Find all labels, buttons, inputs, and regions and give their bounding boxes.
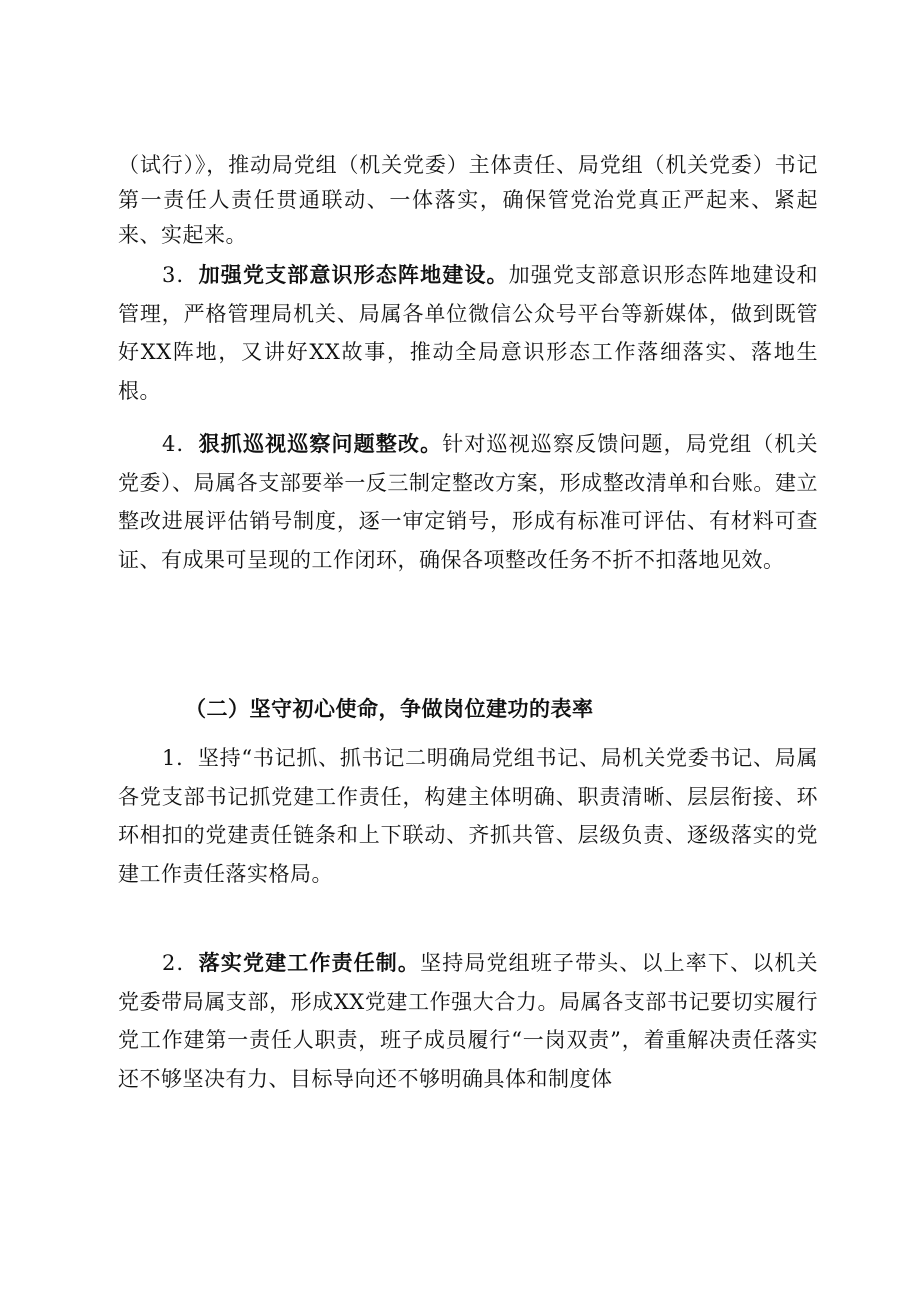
section-2-heading: （二）坚守初心使命，争做岗位建功的表率 <box>185 696 594 721</box>
item-4-body: 针对巡视巡察反馈问题，局党组（机关党委）、局属各支部要举一反三制定整改方案，形成整改清单和台账。建立整改进展评估销号制度，逐一审定销号，形成有标准可评估、有材料可查证、有成果可呈现的工作闭环，确保各项整改任务不折不扣落地见效。 <box>118 432 819 572</box>
item-2-2-title: 落实党建工作责任制。 <box>198 950 421 975</box>
item-4-paragraph <box>118 425 818 579</box>
item-3-title: 加强党支部意识形态阵地建设。 <box>198 262 509 287</box>
item-3-number: 3． <box>162 263 199 287</box>
item-4-number: 4． <box>162 432 199 456</box>
item-3-body: 加强党支部意识形态阵地建设和管理，严格管理局机关、局属各单位微信公众号平台等新媒体，做到既管好XX阵地，又讲好XX故事，推动全局意识形态工作落细落实、落地生根。 <box>118 263 819 403</box>
item-4-title: 狠抓巡视巡察问题整改。 <box>198 431 443 456</box>
item-2-1-body: 坚持“书记抓、抓书记二明确局党组书记、局机关党委书记、局属各党支部书记抓党建工作责任，构建主体明确、职责清晰、层层衔接、环环相扣的党建责任链条和上下联动、齐抓共管、层级负责、逐级落实的党建工作责任落实格局。 <box>118 746 818 886</box>
item-2-2-paragraph <box>118 944 818 1098</box>
item-2-2-number: 2． <box>162 951 199 975</box>
item-2-1-number: 1． <box>162 746 198 770</box>
item-2-2-body: 坚持局党组班子带头、以上率下、以机关党委带局属支部，形成XX党建工作强大合力。局属各支部书记要切实履行党工作建第一责任人职责，班子成员履行“一岗双责”，着重解决责任落实还不够坚决有力、目标导向还不够明确具体和制度体 <box>118 951 818 1091</box>
continuation-paragraph: （试行）》，推动局党组（机关党委）主体责任、局党组（机关党委）书记第一责任人责任贯通联动、一体落实，确保管党治党真正严起来、紧起来、实起来。 <box>118 153 818 247</box>
item-2-1-paragraph <box>118 739 818 893</box>
item-3-paragraph <box>118 256 818 410</box>
